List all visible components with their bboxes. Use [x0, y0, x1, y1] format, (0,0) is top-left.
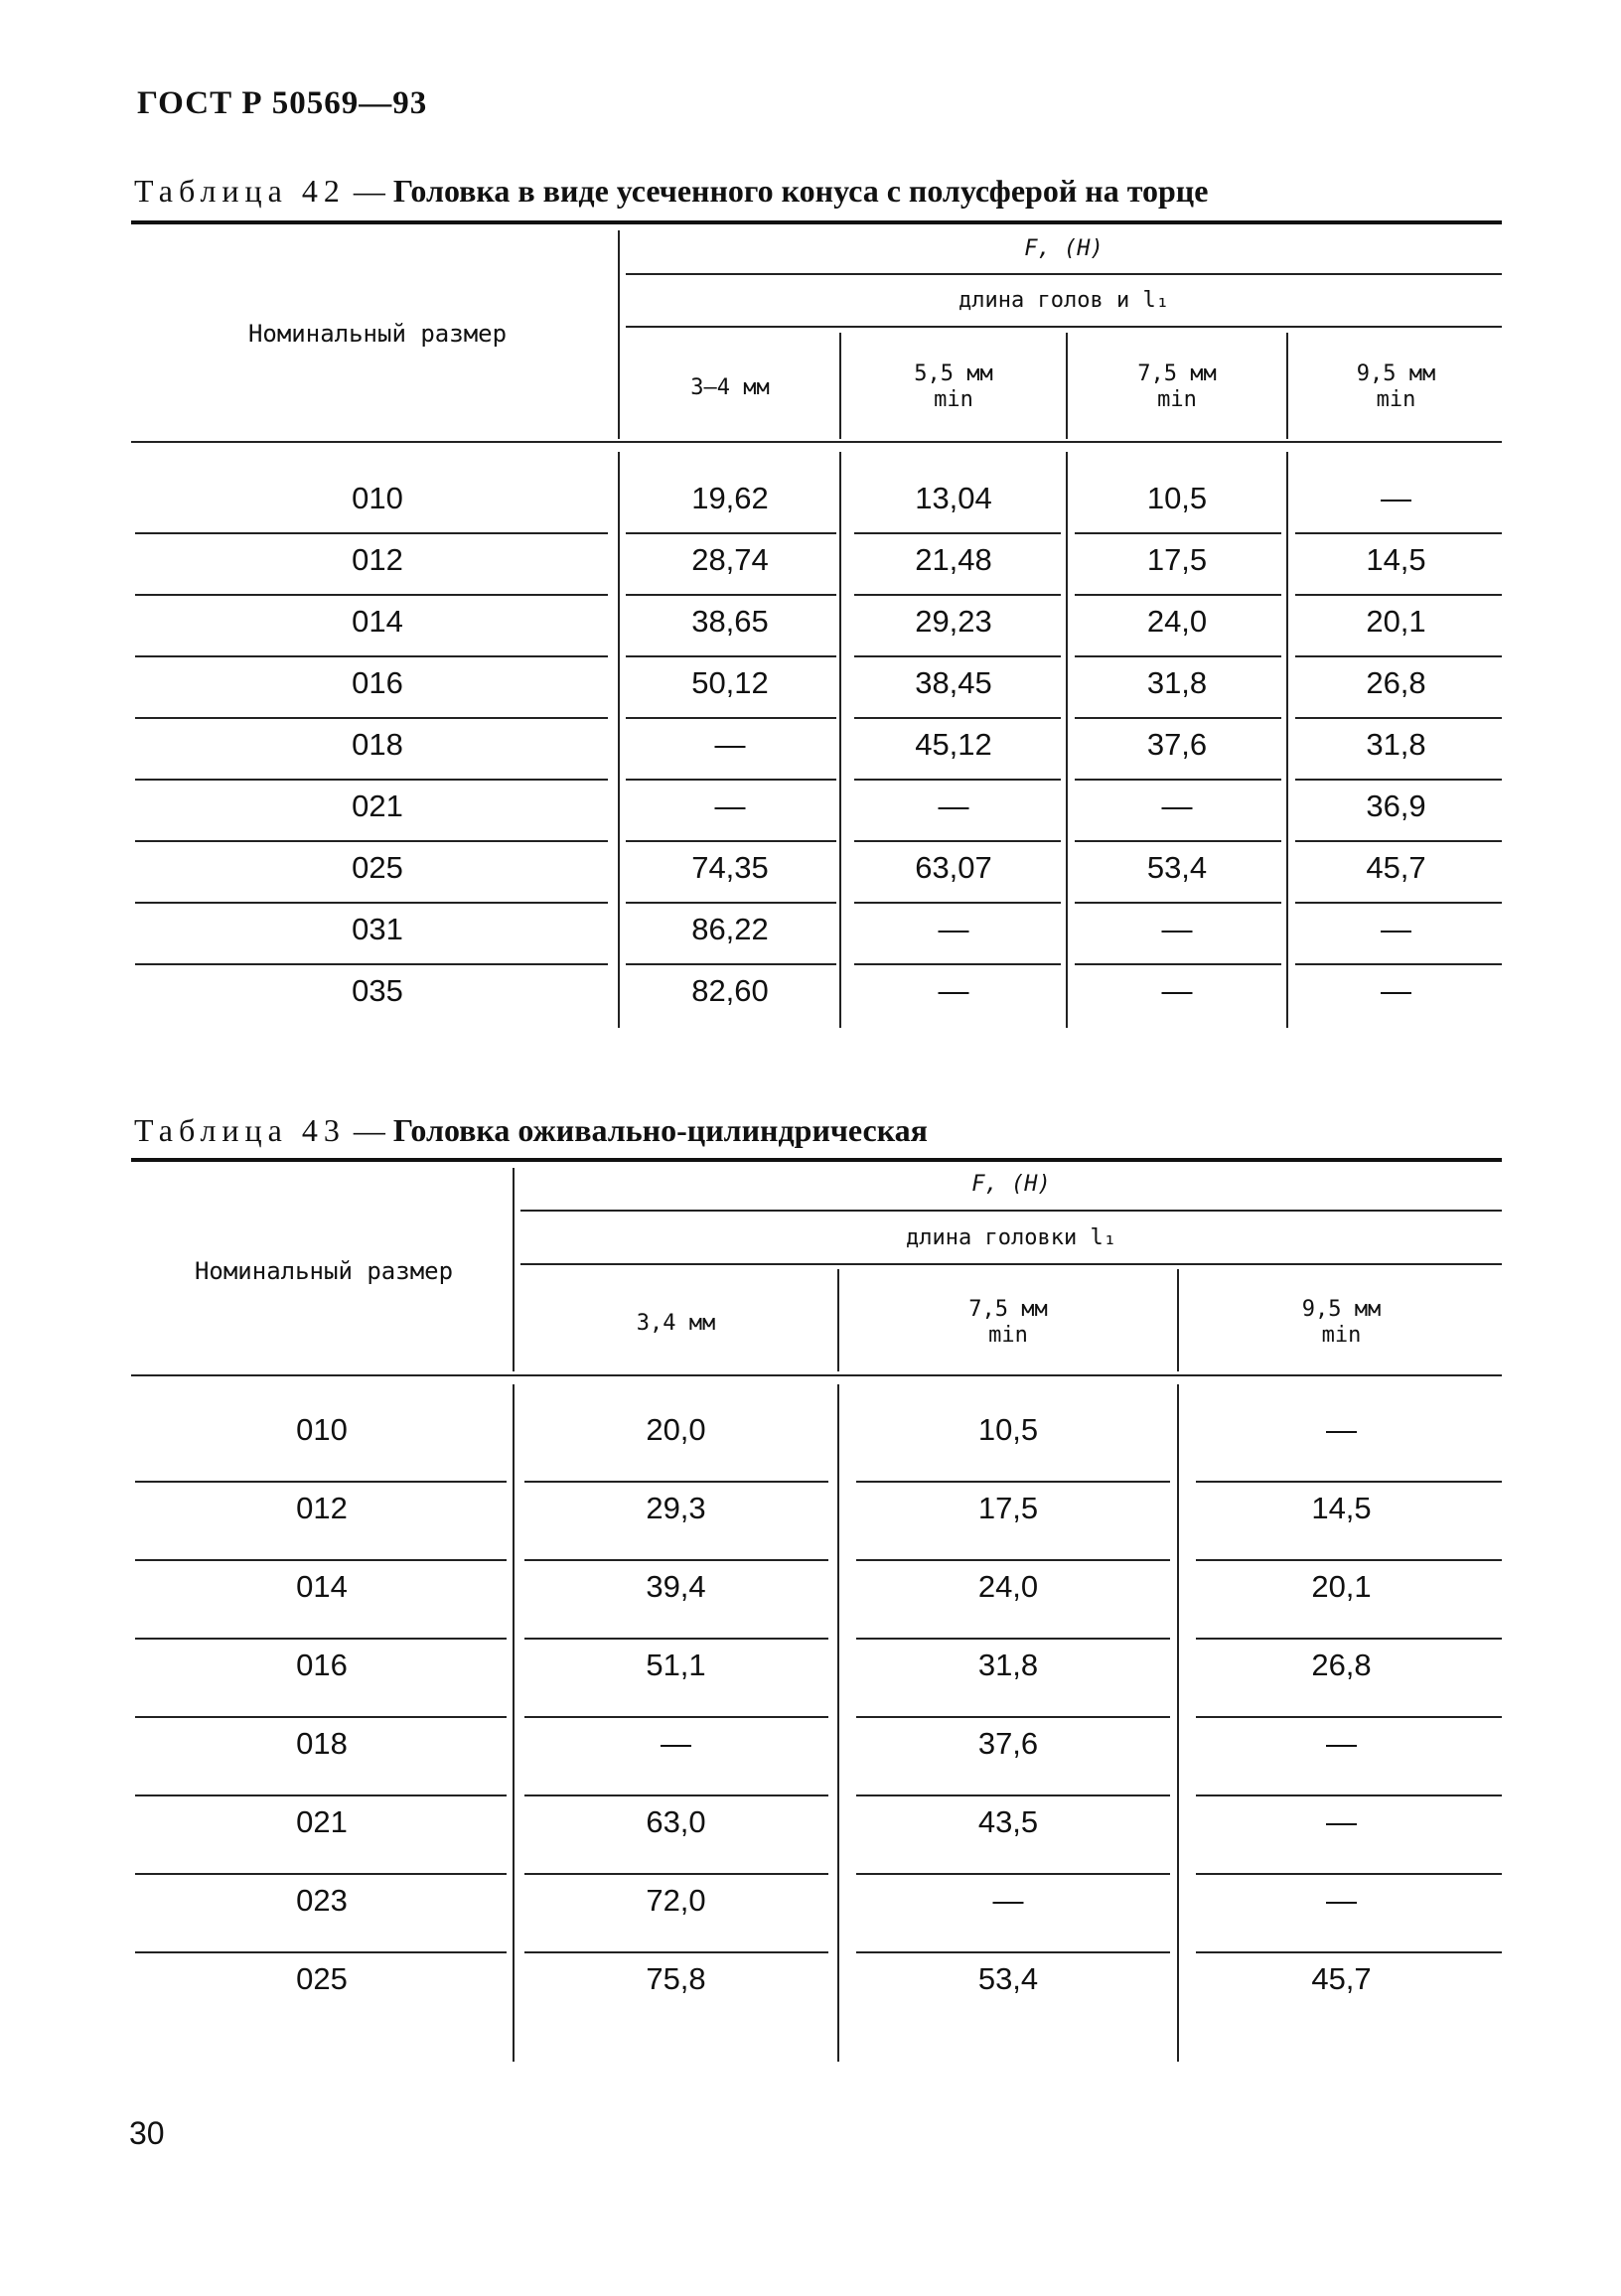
table42-row-rule — [135, 717, 608, 719]
table43-row-rule — [1196, 1794, 1502, 1796]
table-42-body-divider — [618, 452, 620, 1028]
table42-row-rule — [1295, 717, 1502, 719]
table-43-header-rule — [520, 1210, 1502, 1212]
table42-row-rule — [626, 963, 836, 965]
table43-row-1-col-1: 20,0 — [646, 1412, 706, 1447]
table-42-col-3-min: min — [1157, 387, 1197, 412]
table43-row-7-col-2: — — [992, 1883, 1024, 1918]
table42-row-rule — [1075, 902, 1281, 904]
table-42-length-header: длина голов и l₁ — [958, 288, 1169, 313]
table42-row-2-col-4: 14,5 — [1366, 542, 1426, 577]
table-42-col-2-min: min — [934, 387, 973, 412]
table42-row-rule — [135, 779, 608, 781]
table42-row-rule — [1295, 963, 1502, 965]
table42-row-rule — [626, 655, 836, 657]
table42-row-4-col-2: 38,45 — [915, 665, 992, 700]
table-42-col-4-size: 9,5 мм — [1356, 361, 1436, 386]
table43-row-6-col-3: — — [1326, 1804, 1357, 1839]
table43-row-rule — [856, 1559, 1170, 1561]
table43-row-7-name: 023 — [296, 1883, 348, 1918]
table-43-header-bottom-rule — [131, 1374, 1502, 1376]
table42-row-rule — [135, 902, 608, 904]
table42-row-1-col-2: 13,04 — [915, 481, 992, 515]
table-42-col-1-header — [622, 375, 838, 401]
table42-row-rule — [1295, 840, 1502, 842]
table42-row-rule — [626, 717, 836, 719]
table43-row-rule — [524, 1873, 828, 1875]
table-42-col-2-size: 5,5 мм — [914, 361, 993, 386]
table-43-top-rule — [131, 1158, 1502, 1162]
table43-row-rule — [135, 1559, 507, 1561]
table-42-body-divider — [1286, 452, 1288, 1028]
table42-row-2-col-1: 28,74 — [691, 542, 769, 577]
table42-row-rule — [626, 902, 836, 904]
table42-row-8-name: 031 — [352, 912, 403, 946]
table-42-body-divider — [839, 452, 841, 1028]
table-42-caption — [134, 173, 1208, 210]
table-43-caption — [134, 1112, 928, 1149]
table43-row-8-col-1: 75,8 — [646, 1961, 706, 1996]
table42-row-7-col-4: 45,7 — [1366, 850, 1426, 885]
table42-row-rule — [854, 902, 1061, 904]
table43-row-rule — [1196, 1951, 1502, 1953]
table42-row-rule — [135, 594, 608, 596]
table42-row-7-col-1: 74,35 — [691, 850, 769, 885]
table43-row-6-col-1: 63,0 — [646, 1804, 706, 1839]
table43-row-4-col-3: 26,8 — [1311, 1648, 1372, 1682]
table43-row-rule — [856, 1951, 1170, 1953]
table42-row-5-col-4: 31,8 — [1366, 727, 1426, 762]
table-43-col-2-size: 7,5 мм — [968, 1297, 1048, 1322]
table42-row-rule — [1075, 655, 1281, 657]
table42-row-3-col-3: 24,0 — [1146, 604, 1208, 639]
table42-row-6-col-2: — — [938, 789, 969, 823]
table42-row-6-name: 021 — [352, 789, 403, 823]
table42-row-9-col-2: — — [938, 973, 969, 1008]
table42-row-3-name: 014 — [352, 604, 403, 639]
table-43-body-divider — [837, 1384, 839, 2062]
table42-row-rule — [854, 655, 1061, 657]
table43-row-2-name: 012 — [296, 1491, 348, 1525]
table43-row-8-col-3: 45,7 — [1311, 1961, 1372, 1996]
table42-row-rule — [626, 532, 836, 534]
table42-row-rule — [626, 594, 836, 596]
table-43-dash: — — [353, 1112, 385, 1148]
table43-row-3-col-2: 24,0 — [977, 1569, 1039, 1604]
table42-row-4-col-1: 50,12 — [691, 665, 769, 700]
table43-row-4-col-2: 31,8 — [977, 1648, 1039, 1682]
table43-row-rule — [135, 1716, 507, 1718]
table42-row-5-col-1: — — [714, 727, 746, 762]
table-43-length-header: длина головки l₁ — [906, 1225, 1116, 1250]
table42-row-1-col-1: 19,62 — [691, 481, 769, 515]
table43-row-rule — [135, 1794, 507, 1796]
table42-row-2-col-2: 21,48 — [915, 542, 992, 577]
table42-row-4-name: 016 — [352, 665, 403, 700]
table42-row-rule — [1075, 779, 1281, 781]
table-42-col-2-header — [843, 361, 1064, 413]
table-43-col-1-size: 3,4 мм — [636, 1311, 716, 1336]
table43-row-4-col-1: 51,1 — [646, 1648, 706, 1682]
table43-row-1-col-3: — — [1326, 1412, 1357, 1447]
table43-row-rule — [524, 1559, 828, 1561]
table43-row-rule — [135, 1951, 507, 1953]
table43-row-rule — [856, 1794, 1170, 1796]
table-43-col-3-header — [1181, 1297, 1502, 1349]
table42-row-rule — [1295, 779, 1502, 781]
table43-row-8-col-2: 53,4 — [977, 1961, 1039, 1996]
table42-row-8-col-1: 86,22 — [691, 912, 769, 946]
table-42-header-divider — [1066, 333, 1068, 439]
table-43-body-divider — [513, 1384, 515, 2062]
table43-row-rule — [1196, 1638, 1502, 1640]
table42-row-rule — [1075, 717, 1281, 719]
table43-row-3-col-3: 20,1 — [1311, 1569, 1372, 1604]
table43-row-6-name: 021 — [296, 1804, 348, 1839]
table42-row-rule — [854, 779, 1061, 781]
table42-row-rule — [854, 532, 1061, 534]
table-42-col-1-size: 3—4 мм — [690, 375, 770, 400]
table42-row-9-col-4: — — [1381, 973, 1411, 1008]
table42-row-9-name: 035 — [352, 973, 403, 1008]
table42-row-2-col-3: 17,5 — [1146, 542, 1208, 577]
table-42-label: Таблица 42 — [134, 173, 346, 209]
table42-row-rule — [626, 840, 836, 842]
table42-row-rule — [1075, 963, 1281, 965]
table43-row-rule — [524, 1481, 828, 1483]
table42-row-rule — [135, 655, 608, 657]
table42-row-rule — [135, 532, 608, 534]
table42-row-8-col-2: — — [938, 912, 969, 946]
table42-row-8-col-3: — — [1161, 912, 1193, 946]
table43-row-rule — [856, 1716, 1170, 1718]
page-number: 30 — [129, 2115, 165, 2151]
table43-row-2-col-2: 17,5 — [977, 1491, 1039, 1525]
table42-row-rule — [854, 840, 1061, 842]
table42-row-7-name: 025 — [352, 850, 403, 885]
table-43-label: Таблица 43 — [134, 1112, 346, 1148]
table-43-body-divider — [1177, 1384, 1179, 2062]
table-42-col-3-header — [1070, 361, 1284, 413]
table42-row-7-col-3: 53,4 — [1146, 850, 1208, 885]
table42-row-rule — [854, 717, 1061, 719]
table43-row-rule — [1196, 1559, 1502, 1561]
table43-row-rule — [135, 1481, 507, 1483]
table42-row-9-col-1: 82,60 — [691, 973, 769, 1008]
table43-row-5-col-2: 37,6 — [977, 1726, 1039, 1761]
table43-row-5-col-3: — — [1326, 1726, 1357, 1761]
table42-row-rule — [1075, 532, 1281, 534]
table42-row-6-col-3: — — [1161, 789, 1193, 823]
table43-row-rule — [135, 1873, 507, 1875]
table42-row-8-col-4: — — [1381, 912, 1411, 946]
table42-row-rule — [1295, 655, 1502, 657]
table42-row-4-col-3: 31,8 — [1146, 665, 1208, 700]
table43-row-rule — [1196, 1716, 1502, 1718]
table-43-force-header: F, (H) — [971, 1172, 1051, 1197]
table-43-header-divider — [513, 1168, 515, 1371]
table-42-row-header: Номинальный размер — [247, 320, 508, 348]
table-42-body-divider — [1066, 452, 1068, 1028]
table-43-header-divider — [1177, 1269, 1179, 1371]
table43-row-3-name: 014 — [296, 1569, 348, 1604]
document-header: ГОСТ Р 50569—93 — [137, 85, 428, 121]
table-43-row-header: Номинальный размер — [194, 1257, 454, 1285]
table43-row-5-name: 018 — [296, 1726, 348, 1761]
table43-row-rule — [1196, 1873, 1502, 1875]
table42-row-rule — [1075, 594, 1281, 596]
table43-row-rule — [135, 1638, 507, 1640]
table43-row-6-col-2: 43,5 — [977, 1804, 1039, 1839]
table42-row-rule — [135, 840, 608, 842]
table42-row-7-col-2: 63,07 — [915, 850, 992, 885]
table-43-col-2-header — [841, 1297, 1175, 1349]
table42-row-3-col-1: 38,65 — [691, 604, 769, 639]
table43-row-2-col-3: 14,5 — [1311, 1491, 1372, 1525]
table43-row-4-name: 016 — [296, 1648, 348, 1682]
table-42-title: Головка в виде усеченного конуса с полусферой на торце — [392, 173, 1209, 209]
table-42-header-divider — [1286, 333, 1288, 439]
table43-row-8-name: 025 — [296, 1961, 348, 1996]
table42-row-6-col-1: — — [714, 789, 746, 823]
table43-row-rule — [856, 1481, 1170, 1483]
table-42-col-4-min: min — [1376, 387, 1416, 412]
table-42-header-rule — [626, 273, 1502, 275]
table42-row-rule — [626, 779, 836, 781]
table42-row-1-col-3: 10,5 — [1146, 481, 1208, 515]
table43-row-7-col-3: — — [1326, 1883, 1357, 1918]
table-42-header-bottom-rule — [131, 441, 1502, 443]
table-42-header-rule — [626, 326, 1502, 328]
table42-row-5-name: 018 — [352, 727, 403, 762]
table-43-header-rule — [520, 1263, 1502, 1265]
table-42-col-3-size: 7,5 мм — [1137, 361, 1217, 386]
table42-row-rule — [1295, 594, 1502, 596]
table43-row-rule — [1196, 1481, 1502, 1483]
table42-row-1-col-4: — — [1381, 481, 1411, 515]
table-42-top-rule — [131, 220, 1502, 224]
table-42-force-header: F, (H) — [1024, 236, 1104, 261]
table42-row-4-col-4: 26,8 — [1366, 665, 1426, 700]
table43-row-5-col-1: — — [661, 1726, 691, 1761]
table42-row-rule — [135, 963, 608, 965]
table42-row-rule — [854, 594, 1061, 596]
table42-row-rule — [854, 963, 1061, 965]
table43-row-1-name: 010 — [296, 1412, 348, 1447]
table42-row-3-col-2: 29,23 — [915, 604, 992, 639]
table43-row-rule — [524, 1951, 828, 1953]
table-43-col-3-size: 9,5 мм — [1301, 1297, 1382, 1322]
table42-row-6-col-4: 36,9 — [1366, 789, 1426, 823]
table42-row-1-name: 010 — [352, 481, 403, 515]
table42-row-5-col-2: 45,12 — [915, 727, 992, 762]
table43-row-2-col-1: 29,3 — [646, 1491, 706, 1525]
table43-row-rule — [524, 1794, 828, 1796]
table-43-col-2-min: min — [988, 1323, 1028, 1348]
table42-row-rule — [1075, 840, 1281, 842]
table43-row-rule — [856, 1638, 1170, 1640]
table-42-col-4-header — [1290, 361, 1502, 413]
table43-row-3-col-1: 39,4 — [646, 1569, 706, 1604]
table-42-header-divider — [618, 230, 620, 439]
table43-row-1-col-2: 10,5 — [977, 1412, 1039, 1447]
table43-row-rule — [524, 1716, 828, 1718]
table42-row-3-col-4: 20,1 — [1366, 604, 1426, 639]
table43-row-rule — [524, 1638, 828, 1640]
table-42-dash: — — [353, 173, 385, 209]
table-42-header-divider — [839, 333, 841, 439]
table42-row-rule — [1295, 532, 1502, 534]
table-43-col-1-header — [516, 1311, 835, 1337]
table42-row-rule — [1295, 902, 1502, 904]
table-43-header-divider — [837, 1269, 839, 1371]
table43-row-rule — [856, 1873, 1170, 1875]
table42-row-9-col-3: — — [1161, 973, 1193, 1008]
table43-row-7-col-1: 72,0 — [646, 1883, 706, 1918]
table42-row-2-name: 012 — [352, 542, 403, 577]
table-43-col-3-min: min — [1321, 1323, 1362, 1348]
table42-row-5-col-3: 37,6 — [1146, 727, 1208, 762]
table-43-title: Головка оживально-цилиндрическая — [392, 1112, 928, 1148]
